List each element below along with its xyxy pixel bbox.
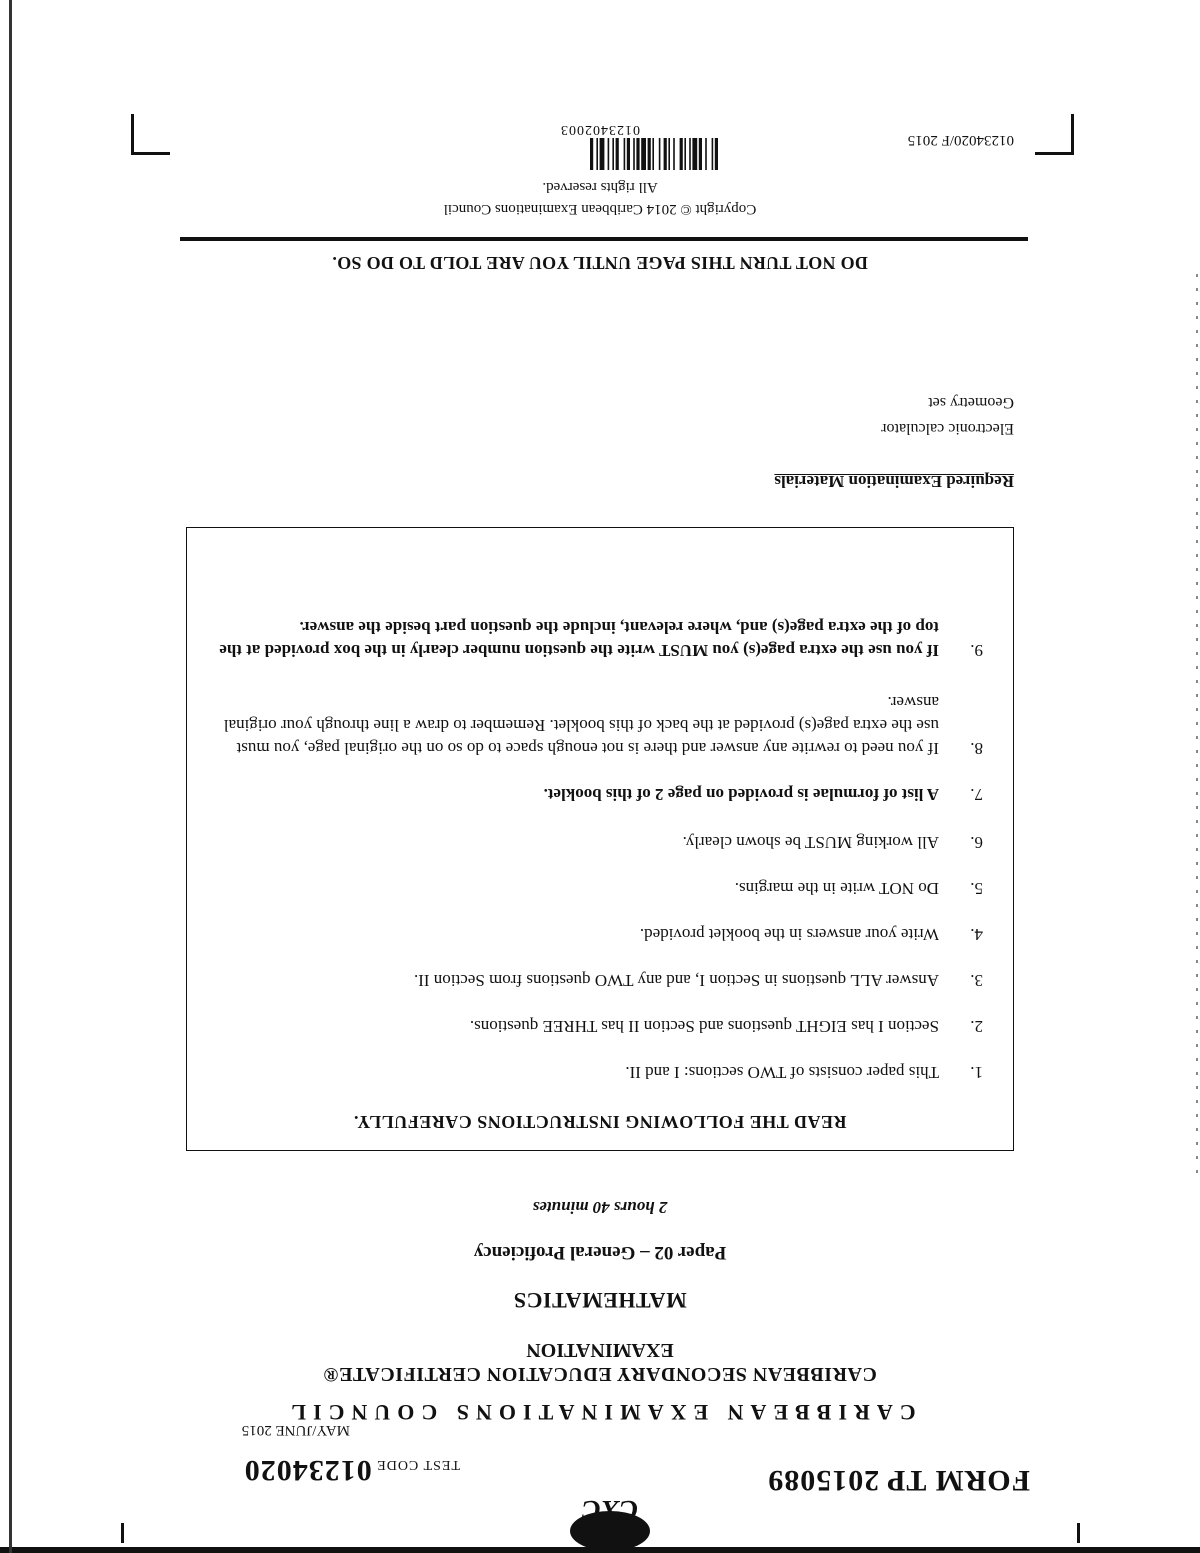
rights-reserved: All rights reserved. <box>542 179 658 195</box>
instruction-text: Answer ALL questions in Section I, and any TWO questions from Section II. <box>413 971 939 990</box>
barcode-bar <box>673 138 675 170</box>
barcode-bar <box>699 138 702 170</box>
barcode-bar <box>608 138 610 170</box>
barcode-bar <box>652 138 654 170</box>
barcode-bar <box>715 138 718 170</box>
instruction-text: A list of formulae is provided on page 2 of this booklet. <box>543 785 939 804</box>
barcode-bar <box>648 138 651 170</box>
instruction-number: 7. <box>970 785 983 804</box>
instruction-number: 1. <box>970 1063 983 1082</box>
material-item: Electronic calculator <box>881 420 1014 437</box>
barcode-bar <box>624 138 626 170</box>
paper-title: Paper 02 – General Proficiency <box>473 1242 727 1263</box>
instruction-number: 9. <box>970 641 983 660</box>
divider <box>180 237 1028 241</box>
form-title: FORM TP 2015089 <box>767 1464 1030 1497</box>
barcode-bar <box>684 138 686 170</box>
instruction-number: 2. <box>970 1017 983 1036</box>
barcode-number: 0123402003 <box>560 122 640 137</box>
barcode-bar <box>712 138 714 170</box>
crop-mark-top-left <box>1077 1523 1080 1543</box>
scan-noise <box>1196 273 1198 1173</box>
barcode-bar <box>705 138 707 170</box>
instruction-text: Section I has EIGHT questions and Section II has THREE questions. <box>469 1017 939 1036</box>
barcode-bar <box>664 138 667 170</box>
barcode-bar <box>636 138 639 170</box>
test-code-value: 01234020 <box>243 1454 372 1487</box>
do-not-turn-notice: DO NOT TURN THIS PAGE UNTIL YOU ARE TOLD TO DO SO. <box>332 253 868 273</box>
cxc-logo-icon <box>560 1493 660 1553</box>
barcode-bar <box>659 138 661 170</box>
instruction-number: 5. <box>970 879 983 898</box>
barcode-bar <box>616 138 619 170</box>
instruction-number: 4. <box>970 925 983 944</box>
logo-text: CXC <box>581 1494 639 1525</box>
barcode-bar <box>668 138 670 170</box>
barcode-bar <box>633 138 635 170</box>
council-name: CARIBBEAN EXAMINATIONS COUNCIL <box>284 1400 916 1425</box>
instruction-number: 3. <box>970 971 983 990</box>
instruction-number: 8. <box>970 739 983 758</box>
copyright: Copyright © 2014 Caribbean Examinations Council <box>443 201 757 217</box>
barcode-bar <box>692 138 697 170</box>
test-code-label: TEST CODE <box>376 1457 460 1472</box>
instructions-box <box>186 527 1014 1151</box>
material-item: Geometry set <box>928 394 1014 411</box>
barcode-bar <box>641 138 646 170</box>
subject-title: MATHEMATICS <box>513 1288 687 1313</box>
instruction-text: Write your answers in the booklet provided. <box>639 925 939 944</box>
exam-word: EXAMINATION <box>526 1339 674 1361</box>
barcode-bar <box>596 138 598 170</box>
scan-edge-side <box>9 0 12 1553</box>
exam-name: CARIBBEAN SECONDARY EDUCATION CERTIFICATE® <box>323 1363 877 1385</box>
barcode-bar <box>600 138 605 170</box>
crop-mark-top-right <box>121 1523 124 1543</box>
instruction-text: If you need to rewrite any answer and there is not enough space to do so on the original page, you must use the extra page(s) provided at the back of this booklet. Remember to draw a line through your original answer. <box>223 693 939 758</box>
barcode-bar <box>590 138 593 170</box>
instructions-heading: READ THE FOLLOWING INSTRUCTIONS CAREFULLY. <box>353 1112 847 1132</box>
barcode-bar <box>680 138 683 170</box>
test-code <box>244 1453 460 1487</box>
barcode-bar <box>627 138 630 170</box>
form-code: 01234020/F 2015 <box>907 132 1014 148</box>
barcode-icon <box>488 138 720 170</box>
exam-session: MAY/JUNE 2015 <box>241 1422 350 1438</box>
instruction-text: This paper consists of TWO sections: I and II. <box>625 1063 939 1082</box>
duration: 2 hours 40 minutes <box>532 1198 668 1217</box>
instruction-text: If you use the extra page(s) you MUST write the question number clearly in the box provided at the top of the extra page(s) and, where relevant, include the question part beside the answer. <box>219 618 939 660</box>
instruction-text: All working MUST be shown clearly. <box>682 833 939 852</box>
instruction-text: Do NOT write in the margins. <box>734 879 939 898</box>
instruction-number: 6. <box>970 833 983 852</box>
materials-heading: Required Examination Materials <box>774 472 1014 491</box>
barcode-bar <box>689 138 691 170</box>
barcode-bar <box>612 138 614 170</box>
